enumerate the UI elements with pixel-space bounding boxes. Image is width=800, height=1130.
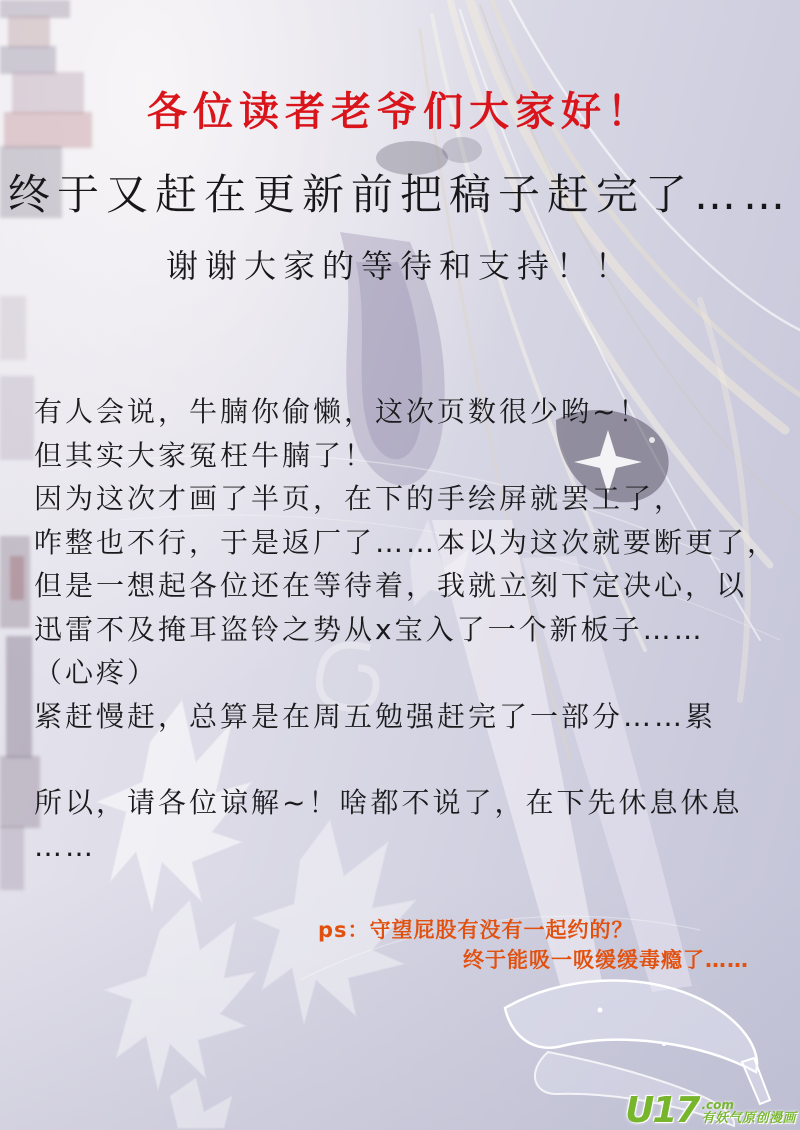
ps-note-line2: 终于能吸一吸缓缓毒瘾了…… [463, 948, 749, 972]
u17-logo-tagline: 有妖气原创漫画 [701, 1111, 796, 1126]
body-line: 有人会说，牛腩你偷懒，这次页数很少哟~！ [34, 395, 650, 428]
body-line: 咋整也不行，于是返厂了……本以为这次就要断更了， [34, 525, 779, 559]
u17-logo-domain: .com [701, 1098, 734, 1112]
body-line: 所以，请各位谅解~！啥都不说了，在下先休息休息 [34, 786, 743, 819]
body-line: 但其实大家冤枉牛腩了！ [34, 438, 376, 472]
body-line: …… [34, 829, 96, 863]
author-note-body [34, 390, 779, 868]
u17-logo [625, 1090, 796, 1130]
headline: 终于又赶在更新前把稿子赶完了…… [7, 170, 792, 219]
body-line: 因为这次才画了半页，在下的手绘屏就罢工了， [34, 482, 686, 515]
u17-logo-brand: U17 [625, 1090, 699, 1130]
body-line: 迅雷不及掩耳盗铃之势从x宝入了一个新板子…… [34, 612, 705, 646]
body-line: 但是一想起各位还在等待着，我就立刻下定决心，以 [34, 569, 748, 602]
greeting-title: 各位读者老爷们大家好！ [147, 89, 653, 135]
subheadline: 谢谢大家的等待和支持！！ [165, 247, 634, 285]
ps-note-line1: ps：守望屁股有没有一起约的？ [318, 918, 634, 942]
body-line: 紧赶慢赶，总算是在周五勉强赶完了一部分……累 [34, 699, 717, 733]
body-line: （心疼） [34, 656, 159, 689]
